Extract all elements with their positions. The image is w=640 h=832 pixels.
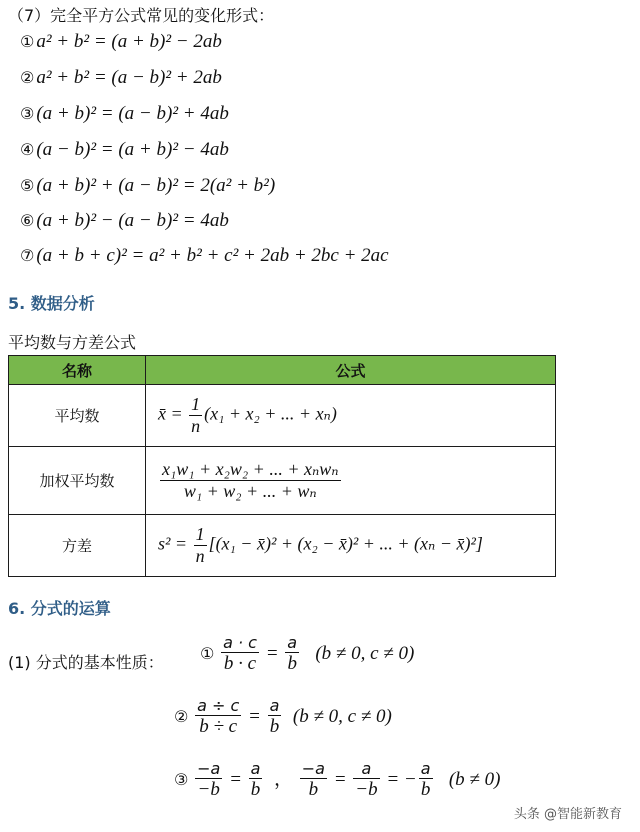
property-number: ① [200,643,215,663]
header-name: 名称 [9,356,146,385]
formula-lhs: s² = [158,533,188,554]
square-formula-7 [20,245,389,267]
table-row [9,385,556,447]
property-3: ③ $\frac{-a}{-b}$ = $\frac{a}{b}$ ， $\frac{-a}{b}$ = $\frac{a}{-b}$ = − $\frac{a}{b}$ (b ≠ 0) [174,759,501,801]
table-row [9,515,556,577]
square-formula-5 [20,175,275,197]
formula-number: ① [20,32,35,51]
fraction-denominator: n [195,546,205,566]
section7-title: （7）完全平方公式常见的变化形式： [8,6,275,25]
formula-lhs: (a + b)² − (a − b)² [36,210,179,231]
fraction [268,697,282,738]
formula-number: ⑥ [20,211,35,230]
row-formula [146,447,556,515]
fraction-denominator: b [308,779,319,801]
row-name: 加权平均数 [9,447,146,515]
fraction-numerator: x₁w₁ + x₂w₂ + ... + xₙwₙ [162,459,339,480]
table-header-row [9,356,556,385]
formula-number: ③ [20,104,35,123]
property-lead: (1) 分式的基本性质： [8,653,164,672]
fraction [419,760,433,801]
section6-heading: 6. 分式的运算 [8,599,111,618]
row-formula [146,385,556,447]
section5-heading: 5. 数据分析 [8,294,95,313]
formula-lhs: (a + b + c)² [36,245,127,266]
fraction-numerator: −a [197,759,221,778]
fraction [189,394,202,436]
row-name: 平均数 [9,385,146,447]
watermark: 头条 @智能新教育 [513,807,622,822]
fraction-denominator: b ÷ c [199,716,238,738]
condition: (b ≠ 0, c ≠ 0) [292,705,392,727]
fraction-numerator: a [287,633,298,652]
property-number: ② [174,706,189,726]
formula-number: ② [20,68,35,87]
formula-lhs: (a + b)² [36,103,97,124]
fraction-numerator: a [269,696,280,715]
formula-number: ⑤ [20,176,35,195]
formula-rhs: = (a − b)² + 2ab [93,67,222,88]
fraction-denominator: w₁ + w₂ + ... + wₙ [183,481,317,501]
property-number: ③ [174,769,189,789]
formula-rhs: = 4ab [182,210,229,231]
formula-lhs: (a + b)² + (a − b)² [36,175,179,196]
condition: (b ≠ 0, c ≠ 0) [315,642,415,664]
square-formula-6 [20,210,229,232]
fraction-denominator: b [269,716,280,738]
formula-rhs: = 2(a² + b²) [182,175,276,196]
fraction-numerator: a [420,759,431,778]
formula-tail: (x₁ + x₂ + ... + xₙ) [204,403,337,424]
fraction [285,634,299,675]
fraction-numerator: −a [301,759,325,778]
formula-lhs: x̄ = [158,403,183,424]
fraction-denominator: b [420,779,431,801]
fraction [221,634,259,675]
formula-tail: [(x₁ − x̄)² + (x₂ − x̄)² + ... + (xₙ − x̄)²] [208,533,483,554]
formula-rhs: = (a + b)² − 2ab [93,31,222,52]
fraction [160,459,341,501]
fraction [195,760,222,801]
fraction-numerator: 1 [191,394,201,415]
fraction-denominator: −b [355,779,378,801]
square-formula-4 [20,139,229,161]
fraction [195,697,241,738]
square-formula-1 [20,31,222,53]
fraction-numerator: a ÷ c [197,696,240,715]
fraction-denominator: −b [197,779,220,801]
header-formula: 公式 [146,356,556,385]
fraction-denominator: n [191,416,201,436]
formula-rhs: = (a + b)² − 4ab [100,139,229,160]
fraction [353,760,379,801]
formula-number: ⑦ [20,246,35,265]
condition: (b ≠ 0) [448,768,501,790]
fraction-denominator: b [287,653,297,675]
fraction-numerator: 1 [195,524,205,545]
fraction-numerator: a · c [223,633,257,652]
fraction-denominator: b [250,779,261,801]
fraction [300,760,327,801]
table-caption: 平均数与方差公式 [8,333,137,352]
formula-lhs: (a − b)² [36,139,97,160]
fraction-denominator: b · c [223,653,257,675]
formula-number: ④ [20,140,35,159]
property-1: ① $\frac{a \cdot c}{b \cdot c}$ = $\frac{a}{b}$ (b ≠ 0, c ≠ 0) [200,633,415,675]
formula-rhs: = (a − b)² + 4ab [100,103,229,124]
square-formula-2 [20,67,222,89]
statistics-table [8,355,556,577]
fraction-numerator: a [250,759,261,778]
square-formula-3 [20,103,229,125]
formula-lhs: a² + b² [36,31,90,52]
table-row [9,447,556,515]
fraction-numerator: a [353,760,379,779]
row-name: 方差 [9,515,146,577]
separator: ， [273,768,293,790]
property-2: ② $\frac{a \div c}{b \div c}$ = $\frac{a}{b}$ (b ≠ 0, c ≠ 0) [174,696,392,738]
formula-lhs: a² + b² [36,67,90,88]
formula-rhs: = a² + b² + c² + 2ab + 2bc + 2ac [131,245,389,266]
fraction [194,524,207,566]
fraction [249,760,263,801]
row-formula [146,515,556,577]
